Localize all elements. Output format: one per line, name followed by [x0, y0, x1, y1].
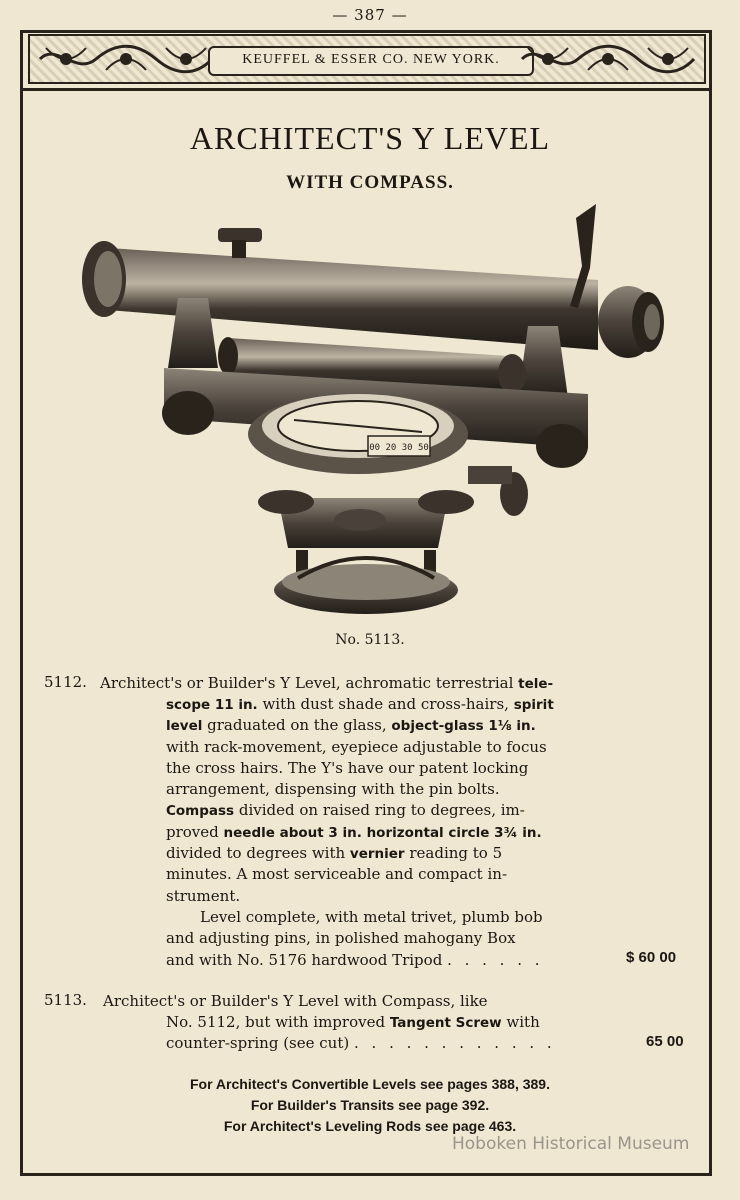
item-number-5113: 5113.	[44, 991, 87, 1009]
vernier-scale-text: 00 20 30 50	[369, 443, 429, 453]
price-5113: 65 00	[646, 1033, 684, 1050]
item-5112-description: Architect's or Builder's Y Level, achromatic terrestrial tele-	[100, 674, 554, 692]
company-name-plate: KEUFFEL & ESSER CO. NEW YORK.	[208, 46, 534, 76]
price-5112: $ 60 00	[626, 949, 677, 966]
page-title: ARCHITECT'S Y LEVEL	[189, 120, 551, 156]
page-subtitle: WITH COMPASS.	[286, 172, 454, 193]
reference-leveling-rods: For Architect's Leveling Rods see page 463.	[223, 1118, 517, 1134]
references	[0, 1074, 740, 1137]
item-number-5112: 5112.	[44, 673, 87, 691]
item-5112-body: scope 11 in. with dust shade and cross-hairs, spirit level graduated on the glass, object-glass 1⅛ in. with rack-movement, eyepiece adjustable to focus the cross hairs. The Y's have our patent locking arrangement, dispensing with the pin bolts. Compass divided on raised ring to degrees, im- proved needle about 3 in. horizontal circle 3¾ in. divided to degrees with vernier reading to 5 minutes. A most serviceable and compact in- strument. Level complete, with metal trivet, plumb bob and adjusting pins, in polished mahogany Box and with No. 5176 hardwood Tripod . . . . . .	[166, 695, 554, 969]
header-rule	[20, 88, 712, 91]
catalog-header	[28, 34, 706, 84]
item-5113-description: Architect's or Builder's Y Level with Compass, like	[103, 992, 488, 1010]
ornament-right	[518, 40, 698, 78]
figure-caption: No. 5113.	[335, 632, 405, 648]
y-level-illustration	[68, 198, 674, 630]
item-5113-body: No. 5112, but with improved Tangent Screw with counter-spring (see cut) . . . . . . . . . . . .	[166, 1013, 556, 1053]
reference-convertible-levels: For Architect's Convertible Levels see pages 388, 389.	[190, 1076, 550, 1092]
ornament-left	[36, 40, 216, 78]
page-number: — 387 —	[332, 6, 408, 24]
reference-builders-transits: For Builder's Transits see page 392.	[250, 1097, 490, 1113]
museum-watermark: Hoboken Historical Museum	[452, 1134, 690, 1154]
